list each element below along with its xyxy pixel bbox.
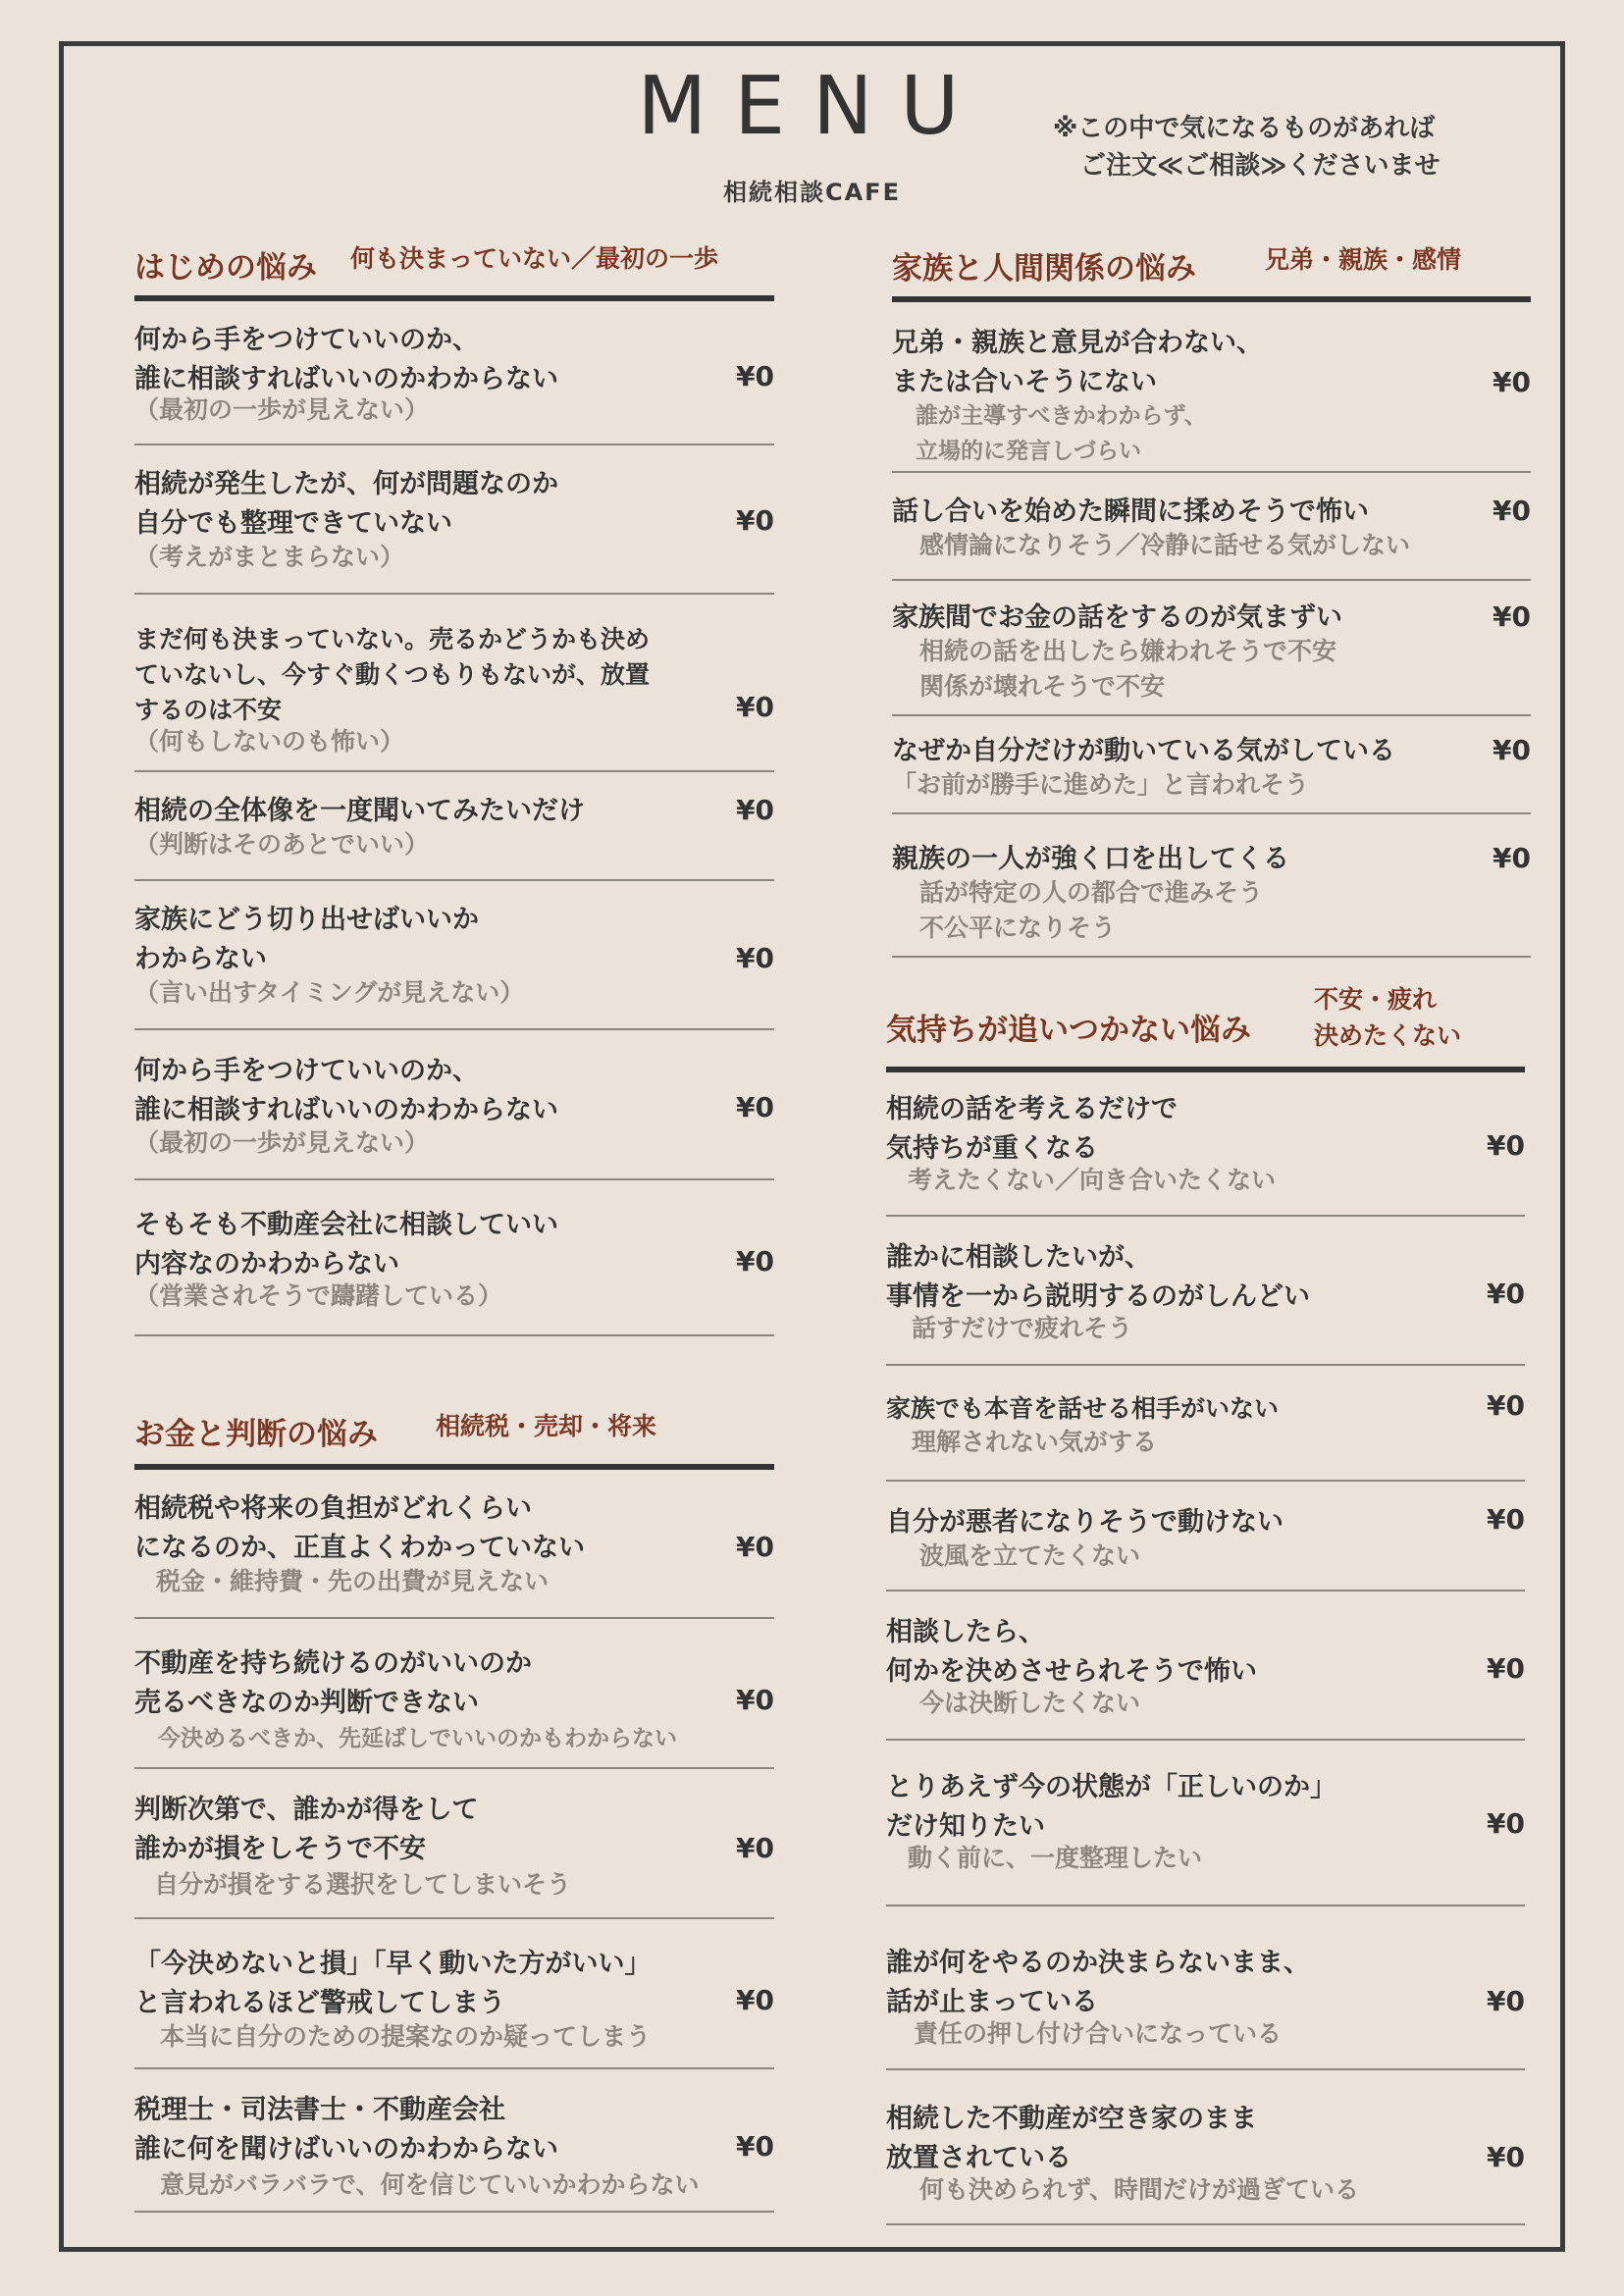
item-note: （営業されそうで躊躇している） bbox=[134, 1281, 503, 1310]
item-note: 税金・維持費・先の出費が見えない bbox=[156, 1567, 550, 1595]
item-price: ¥0 bbox=[1487, 1389, 1525, 1422]
page-title: MENU bbox=[637, 60, 987, 153]
section-family bbox=[892, 235, 1531, 958]
order-note-line: ※この中で気になるものがあれば bbox=[1053, 114, 1436, 143]
item-price: ¥0 bbox=[736, 942, 774, 974]
menu-item[interactable] bbox=[134, 1180, 774, 1336]
item-text: 家族でも本音を話せる相手がいない bbox=[886, 1394, 1280, 1423]
section-feelings bbox=[886, 981, 1525, 2225]
item-price: ¥0 bbox=[736, 1091, 774, 1123]
order-note-line: ご注文≪ご相談≫くださいませ bbox=[1080, 151, 1441, 181]
item-price: ¥0 bbox=[1487, 1985, 1525, 2017]
item-note: 相続の話を出したら嫌われそうで不安 bbox=[919, 637, 1337, 665]
item-text: ていないし、今すぐ動くつもりもないが、放置 bbox=[134, 660, 651, 689]
page-subtitle: 相続相談CAFE bbox=[723, 179, 901, 206]
section-subtitle: 決めたくない bbox=[1314, 1021, 1462, 1050]
item-text: 事情を一から説明するのがしんどい bbox=[886, 1281, 1310, 1312]
item-note: 今決めるべきか、先延ばしでいいのかもわからない bbox=[158, 1726, 677, 1751]
section-subtitle: 何も決まっていない／最初の一歩 bbox=[350, 244, 719, 273]
menu-item[interactable] bbox=[892, 581, 1531, 716]
item-text: とりあえず今の状態が「正しいのか」 bbox=[886, 1772, 1336, 1802]
menu-item[interactable] bbox=[886, 1482, 1525, 1592]
item-text: そもそも不動産会社に相談していい bbox=[134, 1210, 558, 1240]
item-note: 何も決められず、時間だけが過ぎている bbox=[919, 2175, 1360, 2204]
menu-item[interactable] bbox=[134, 1619, 774, 1769]
item-note: （判断はそのあとでいい） bbox=[134, 830, 430, 859]
menu-item[interactable] bbox=[892, 716, 1531, 814]
item-text: 何かを決めさせられそうで怖い bbox=[886, 1656, 1257, 1687]
item-price: ¥0 bbox=[736, 794, 774, 826]
section-subtitle: 相続税・売却・将来 bbox=[436, 1412, 657, 1440]
item-text: 何から手をつけていいのか、 bbox=[134, 1056, 479, 1086]
item-text: 相続した不動産が空き家のまま bbox=[886, 2104, 1257, 2134]
item-price: ¥0 bbox=[736, 360, 774, 392]
menu-item[interactable] bbox=[886, 2070, 1525, 2225]
menu-item[interactable] bbox=[886, 1741, 1525, 1906]
section-title: 気持ちが追いつかない悩み bbox=[886, 1013, 1251, 1048]
section-header bbox=[886, 981, 1525, 1072]
menu-item[interactable] bbox=[134, 445, 774, 595]
item-text: 家族間でお金の話をするのが気まずい bbox=[892, 602, 1342, 633]
item-price: ¥0 bbox=[736, 2130, 774, 2163]
item-text: 売るべきなのか判断できない bbox=[134, 1688, 479, 1718]
item-note: 今は決断したくない bbox=[919, 1689, 1141, 1717]
item-note: （最初の一歩が見えない） bbox=[134, 395, 430, 424]
item-price: ¥0 bbox=[736, 1245, 774, 1278]
menu-item[interactable] bbox=[886, 1072, 1525, 1217]
item-price: ¥0 bbox=[1487, 1807, 1525, 1840]
item-text: 相続が発生したが、何が問題なのか bbox=[134, 469, 558, 499]
item-note: 関係が壊れそうで不安 bbox=[919, 672, 1166, 701]
item-price: ¥0 bbox=[1487, 1278, 1525, 1310]
section-header bbox=[134, 235, 774, 301]
item-price: ¥0 bbox=[736, 1832, 774, 1864]
item-text: になるのか、正直よくわかっていない bbox=[134, 1533, 585, 1563]
item-price: ¥0 bbox=[1493, 842, 1531, 874]
section-header bbox=[134, 1401, 774, 1470]
menu-item[interactable] bbox=[134, 1470, 774, 1619]
item-text: 誰に何を聞けばいいのかわからない bbox=[134, 2134, 558, 2165]
item-note: 自分が損をする選択をしてしまいそう bbox=[154, 1870, 572, 1899]
section-subtitle: 兄弟・親族・感情 bbox=[1265, 245, 1462, 274]
item-price: ¥0 bbox=[1493, 600, 1531, 633]
item-text: 自分でも整理できていない bbox=[134, 508, 452, 539]
item-text: 税理士・司法書士・不動産会社 bbox=[134, 2095, 505, 2125]
item-note: 感情論になりそう／冷静に話せる気がしない bbox=[919, 531, 1411, 559]
menu-item[interactable] bbox=[134, 772, 774, 881]
item-note: 理解されない気がする bbox=[912, 1428, 1158, 1456]
item-price: ¥0 bbox=[736, 1684, 774, 1716]
item-price: ¥0 bbox=[736, 1984, 774, 2016]
item-text: または合いそうにない bbox=[892, 367, 1157, 397]
item-note: 責任の押し付け合いになっている bbox=[914, 2019, 1283, 2048]
item-price: ¥0 bbox=[736, 691, 774, 723]
item-note: 意見がバラバラで、何を信じていいかわからない bbox=[160, 2170, 700, 2199]
section-title: 家族と人間関係の悩み bbox=[892, 251, 1196, 287]
item-text: 誰に相談すればいいのかわからない bbox=[134, 364, 558, 394]
item-text: わからない bbox=[134, 944, 267, 974]
item-text: まだ何も決まっていない。売るかどうかも決め bbox=[134, 625, 651, 653]
item-note: 本当に自分のための提案なのか疑ってしまう bbox=[160, 2022, 652, 2051]
item-note: 立場的に発言しづらい bbox=[916, 439, 1141, 464]
item-text: 誰かに相談したいが、 bbox=[886, 1242, 1151, 1273]
item-text: 相続税や将来の負担がどれくらい bbox=[134, 1493, 532, 1524]
item-text: 相続の全体像を一度聞いてみたいだけ bbox=[134, 796, 585, 826]
item-price: ¥0 bbox=[1493, 366, 1531, 398]
item-note: 動く前に、一度整理したい bbox=[908, 1844, 1203, 1872]
section-subtitle: 不安・疲れ bbox=[1314, 985, 1438, 1014]
section-title: はじめの悩み bbox=[134, 250, 317, 286]
item-note: 誰が主導すべきかわからず、 bbox=[916, 403, 1207, 429]
menu-item[interactable] bbox=[134, 301, 774, 445]
section-header bbox=[892, 235, 1531, 302]
menu-item[interactable] bbox=[886, 1906, 1525, 2070]
item-text: だけ知りたい bbox=[886, 1811, 1045, 1842]
item-price: ¥0 bbox=[1487, 1503, 1525, 1536]
item-text: 誰が何をやるのか決まらないまま、 bbox=[886, 1948, 1310, 1978]
item-text: 相談したら、 bbox=[886, 1617, 1045, 1647]
item-text: なぜか自分だけが動いている気がしている bbox=[892, 736, 1395, 766]
menu-item[interactable] bbox=[886, 1217, 1525, 1366]
item-note: 「お前が勝手に進めた」と言われそう bbox=[892, 770, 1310, 799]
item-text: と言われるほど警戒してしまう bbox=[134, 1988, 505, 2018]
item-text: 誰に相談すればいいのかわからない bbox=[134, 1095, 558, 1125]
item-price: ¥0 bbox=[736, 504, 774, 537]
menu-item[interactable] bbox=[886, 1592, 1525, 1741]
item-text: 気持ちが重くなる bbox=[886, 1133, 1098, 1164]
item-price: ¥0 bbox=[1487, 1129, 1525, 1162]
item-note: （言い出すタイミングが見えない） bbox=[134, 978, 525, 1007]
menu-item[interactable] bbox=[134, 881, 774, 1030]
menu-item[interactable] bbox=[134, 1919, 774, 2069]
section-beginning bbox=[134, 235, 774, 1336]
item-text: 家族にどう切り出せばいいか bbox=[134, 905, 479, 935]
item-note: 不公平になりそう bbox=[919, 913, 1117, 942]
item-text: するのは不安 bbox=[134, 696, 283, 724]
order-note bbox=[1053, 110, 1485, 184]
item-price: ¥0 bbox=[1493, 495, 1531, 527]
menu-item[interactable] bbox=[134, 2069, 774, 2213]
item-price: ¥0 bbox=[1493, 734, 1531, 766]
item-text: 放置されている bbox=[886, 2143, 1072, 2173]
item-text: 内容なのかわからない bbox=[134, 1249, 399, 1279]
item-note: （最初の一歩が見えない） bbox=[134, 1128, 430, 1157]
section-title: お金と判断の悩み bbox=[134, 1417, 378, 1452]
item-price: ¥0 bbox=[736, 1531, 774, 1563]
item-note: 話が特定の人の都合で進みそう bbox=[919, 878, 1264, 907]
menu-item[interactable] bbox=[134, 1769, 774, 1919]
item-price: ¥0 bbox=[1487, 1652, 1525, 1685]
item-text: 誰かが損をしそうで不安 bbox=[134, 1834, 426, 1864]
menu-item[interactable] bbox=[892, 302, 1531, 473]
item-text: 話し合いを始めた瞬間に揉めそうで怖い bbox=[892, 496, 1369, 527]
menu-item[interactable] bbox=[134, 595, 774, 772]
item-text: 親族の一人が強く口を出してくる bbox=[892, 844, 1289, 874]
item-text: 自分が悪者になりそうで動けない bbox=[886, 1507, 1283, 1538]
item-note: 話すだけで疲れそう bbox=[912, 1314, 1133, 1342]
item-text: 「今決めないと損」「早く動いた方がいい」 bbox=[134, 1949, 652, 1979]
section-money bbox=[134, 1401, 774, 2213]
item-note: 波風を立てたくない bbox=[919, 1541, 1141, 1570]
item-text: 判断次第で、誰かが得をして bbox=[134, 1795, 479, 1825]
menu-item[interactable] bbox=[886, 1366, 1525, 1482]
item-note: （何もしないのも怖い） bbox=[134, 727, 405, 756]
menu-item[interactable] bbox=[892, 814, 1531, 958]
menu-item[interactable] bbox=[892, 473, 1531, 581]
item-text: 何から手をつけていいのか、 bbox=[134, 325, 479, 355]
menu-item[interactable] bbox=[134, 1030, 774, 1180]
item-price: ¥0 bbox=[1487, 2141, 1525, 2173]
item-text: 兄弟・親族と意見が合わない、 bbox=[892, 328, 1263, 358]
item-text: 不動産を持ち続けるのがいいのか bbox=[134, 1648, 532, 1679]
item-note: 考えたくない／向き合いたくない bbox=[908, 1166, 1277, 1194]
item-note: （考えがまとまらない） bbox=[134, 543, 405, 571]
item-text: 相続の話を考えるだけで bbox=[886, 1094, 1178, 1124]
item-text: 話が止まっている bbox=[886, 1987, 1098, 2017]
